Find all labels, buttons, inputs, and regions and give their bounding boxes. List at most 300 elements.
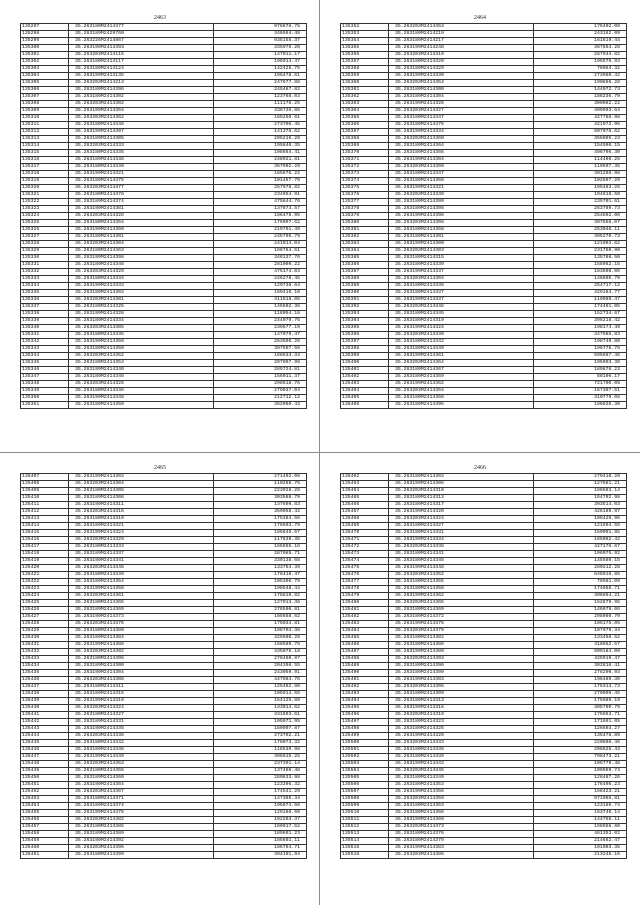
table-row (341, 537, 627, 544)
coordinate-cell: 35.263203M2414354 (389, 80, 534, 87)
coordinate-cell: 35.263203M2414329 (69, 269, 214, 276)
table-row (341, 87, 627, 94)
coordinate-cell: 35.263180M2414396 (69, 87, 214, 94)
amount-cell: 105779.48 (534, 761, 627, 768)
table-row (21, 52, 307, 59)
amount-cell: 243162.09 (534, 31, 627, 38)
coordinate-cell: 35.263189M2414384 (69, 635, 214, 642)
coordinate-cell: 35.263203M2414364 (389, 388, 534, 395)
table-row (341, 402, 627, 409)
amount-cell: 129738.64 (214, 283, 307, 290)
table-row (21, 474, 307, 481)
record-id-cell: 135397 (341, 339, 389, 346)
amount-cell: 246278.45 (214, 276, 307, 283)
coordinate-cell: 35.263199M2414376 (389, 621, 534, 628)
table-row (341, 733, 627, 740)
amount-cell: 152734.67 (534, 311, 627, 318)
coordinate-cell: 35.263180M2414313 (389, 495, 534, 502)
table-row (21, 768, 307, 775)
coordinate-cell: 35.263189M2414337 (69, 551, 214, 558)
amount-cell: 163746.14 (534, 810, 627, 817)
table-row (341, 698, 627, 705)
amount-cell: 270999.45 (534, 691, 627, 698)
coordinate-cell: 35.263180M2414368 (389, 227, 534, 234)
record-id-cell: 135437 (21, 684, 69, 691)
table-row (21, 255, 307, 262)
coordinate-cell: 35.263203M2414330 (389, 192, 534, 199)
table-row (341, 803, 627, 810)
coordinate-cell: 35.263203M2414361 (69, 593, 214, 600)
amount-cell: 287085.71 (214, 551, 307, 558)
amount-cell: 307856.07 (534, 220, 627, 227)
record-id-cell: 135361 (341, 87, 389, 94)
table-row (21, 803, 307, 810)
page-2464 (340, 14, 627, 409)
table-row (341, 220, 627, 227)
record-id-cell: 135455 (21, 810, 69, 817)
coordinate-cell: 35.263189M2414398 (389, 206, 534, 213)
coordinate-cell: 35.263203M2414302 (69, 101, 214, 108)
amount-cell: 245796.79 (214, 234, 307, 241)
amount-cell: 135478.89 (534, 733, 627, 740)
coordinate-cell: 35.263189M2414354 (69, 579, 214, 586)
table-row (21, 565, 307, 572)
table-row (341, 502, 627, 509)
amount-cell: 239677.19 (214, 325, 307, 332)
coordinate-cell: 35.263189M2414317 (389, 502, 534, 509)
coordinate-cell: 35.263203M2414360 (389, 164, 534, 171)
coordinate-cell: 35.263203M2414326 (69, 381, 214, 388)
record-id-cell: 135444 (21, 733, 69, 740)
coordinate-cell: 35.263203M2414360 (389, 136, 534, 143)
table-row (341, 481, 627, 488)
coordinate-cell: 35.263180M2414366 (389, 395, 534, 402)
record-id-cell: 135390 (341, 290, 389, 297)
amount-cell: 137873.57 (214, 206, 307, 213)
amount-cell: 496796.30 (534, 150, 627, 157)
record-id-cell: 135403 (341, 381, 389, 388)
table-row (21, 649, 307, 656)
table-row (341, 677, 627, 684)
coordinate-cell: 35.263189M2414303 (69, 290, 214, 297)
record-id-cell: 135472 (341, 544, 389, 551)
table-row (341, 150, 627, 157)
record-id-cell: 135343 (21, 346, 69, 353)
record-id-cell: 135367 (341, 129, 389, 136)
coordinate-cell: 35.263199M2414304 (389, 157, 534, 164)
coordinate-cell: 35.263203M2414333 (389, 740, 534, 747)
amount-cell: 335976.20 (214, 45, 307, 52)
record-id-cell: 135447 (21, 754, 69, 761)
record-id-cell: 135401 (341, 367, 389, 374)
amount-cell: 125462.80 (214, 684, 307, 691)
record-id-cell: 135382 (341, 234, 389, 241)
coordinate-cell: 35.263203M2414329 (69, 537, 214, 544)
record-id-cell: 135454 (21, 803, 69, 810)
coordinate-cell: 35.263180M2414364 (389, 143, 534, 150)
record-id-cell: 135387 (341, 269, 389, 276)
amount-cell: 196776.78 (534, 346, 627, 353)
coordinate-cell: 35.263203M2414304 (69, 241, 214, 248)
coordinate-cell: 35.263189M2414301 (69, 234, 214, 241)
record-id-cell: 135404 (341, 388, 389, 395)
coordinate-cell: 35.263199M2414389 (389, 649, 534, 656)
table-row (21, 248, 307, 255)
coordinate-cell: 35.263180M2414349 (389, 775, 534, 782)
amount-cell: 648916.85 (534, 572, 627, 579)
amount-cell: 243059.91 (214, 670, 307, 677)
record-id-cell: 135513 (341, 831, 389, 838)
coordinate-cell: 35.263203M2414359 (389, 796, 534, 803)
amount-cell: 271492.06 (214, 474, 307, 481)
record-id-cell: 135362 (341, 94, 389, 101)
amount-cell: 147305.34 (214, 796, 307, 803)
table-row (21, 66, 307, 73)
record-id-cell: 135378 (341, 206, 389, 213)
record-id-cell: 135428 (21, 621, 69, 628)
coordinate-cell: 35.263189M2414331 (69, 719, 214, 726)
amount-cell: 119697.35 (534, 164, 627, 171)
record-id-cell: 135503 (341, 761, 389, 768)
table-row (21, 796, 307, 803)
coordinate-cell: 35.263203M2414324 (389, 516, 534, 523)
table-row (21, 171, 307, 178)
amount-cell: 152879.95 (534, 600, 627, 607)
amount-cell: 164792.98 (534, 495, 627, 502)
record-id-cell: 135323 (21, 206, 69, 213)
coordinate-cell: 35.263203M2414353 (69, 761, 214, 768)
table-row (21, 740, 307, 747)
amount-cell: 198174.49 (534, 325, 627, 332)
amount-cell: 475844.76 (214, 199, 307, 206)
amount-cell: 188236.79 (534, 94, 627, 101)
amount-cell: 123396.32 (214, 782, 307, 789)
record-id-cell: 135475 (341, 565, 389, 572)
amount-cell: 189878.23 (534, 367, 627, 374)
coordinate-cell: 35.263189M2414346 (69, 747, 214, 754)
amount-cell: 133754.39 (214, 565, 307, 572)
amount-cell: 305270.73 (534, 234, 627, 241)
amount-cell: 244079.76 (214, 318, 307, 325)
table-row (341, 663, 627, 670)
coordinate-cell: 35.263199M2414320 (389, 509, 534, 516)
coordinate-cell: 35.263180M2414327 (389, 523, 534, 530)
coordinate-cell: 35.263189M2414369 (389, 374, 534, 381)
record-id-cell: 135357 (341, 59, 389, 66)
coordinate-cell: 35.263199M2414330 (389, 73, 534, 80)
coordinate-cell: 35.263180M2414367 (389, 367, 534, 374)
record-id-cell: 135352 (341, 24, 389, 31)
amount-cell: 321072.96 (534, 122, 627, 129)
coordinate-cell: 35.263180M2414346 (69, 388, 214, 395)
amount-cell: 165256.61 (214, 115, 307, 122)
amount-cell: 447084.76 (214, 677, 307, 684)
table-row (21, 579, 307, 586)
record-id-cell: 135383 (341, 241, 389, 248)
coordinate-cell: 35.263189M2414304 (389, 94, 534, 101)
amount-cell: 123768.03 (214, 94, 307, 101)
coordinate-cell: 35.263189M2414348 (69, 262, 214, 269)
coordinate-cell: 35.263199M2414306 (389, 481, 534, 488)
amount-cell: 127913.36 (214, 600, 307, 607)
amount-cell: 335076.18 (214, 649, 307, 656)
record-id-cell: 135484 (341, 628, 389, 635)
amount-cell: 174541.29 (214, 789, 307, 796)
amount-cell: 285724.81 (214, 367, 307, 374)
record-id-cell: 135434 (21, 663, 69, 670)
record-id-cell: 135405 (341, 395, 389, 402)
table-row (21, 488, 307, 495)
table-row (21, 318, 307, 325)
record-id-cell: 135359 (341, 73, 389, 80)
table-row (21, 586, 307, 593)
coordinate-cell: 35.263203M2414115 (69, 52, 214, 59)
record-id-cell: 135310 (21, 115, 69, 122)
coordinate-cell: 35.263199M2414381 (69, 206, 214, 213)
table-row (21, 73, 307, 80)
record-id-cell: 135312 (21, 129, 69, 136)
record-id-cell: 135365 (341, 115, 389, 122)
table-row (341, 579, 627, 586)
table-row (21, 852, 307, 859)
record-id-cell: 135456 (21, 817, 69, 824)
coordinate-cell: 35.263203M2414319 (389, 52, 534, 59)
record-id-cell: 135327 (21, 234, 69, 241)
table-row (21, 698, 307, 705)
coordinate-cell: 35.263189M2414348 (69, 157, 214, 164)
record-id-cell: 135321 (21, 192, 69, 199)
table-row (21, 360, 307, 367)
record-id-cell: 135300 (21, 45, 69, 52)
table-row (341, 38, 627, 45)
record-id-cell: 135477 (341, 579, 389, 586)
coordinate-cell: 35.263180M2414396 (389, 663, 534, 670)
coordinate-cell: 35.263203M2414304 (389, 276, 534, 283)
record-id-cell: 135319 (21, 178, 69, 185)
record-id-cell: 135370 (341, 150, 389, 157)
coordinate-cell: 35.263180M2414364 (69, 220, 214, 227)
table-row (341, 262, 627, 269)
amount-cell: 176693.79 (214, 523, 307, 530)
record-id-cell: 135488 (341, 656, 389, 663)
record-id-cell: 135449 (21, 768, 69, 775)
record-id-cell: 135347 (21, 374, 69, 381)
record-id-cell: 135494 (341, 698, 389, 705)
record-id-cell: 135471 (341, 537, 389, 544)
amount-cell: 195903.30 (534, 360, 627, 367)
table-row (21, 164, 307, 171)
amount-cell: 278290.93 (534, 670, 627, 677)
coordinate-cell: 35.263203M2414364 (389, 360, 534, 367)
record-id-cell: 135316 (21, 157, 69, 164)
amount-cell: 426169.97 (534, 509, 627, 516)
coordinate-cell: 35.263226M2414867 (69, 38, 214, 45)
amount-cell: 105426.96 (534, 516, 627, 523)
coordinate-cell: 35.263180M2414347 (389, 115, 534, 122)
table-row (341, 206, 627, 213)
data-table (20, 473, 307, 859)
amount-cell: 185645.67 (214, 530, 307, 537)
record-id-cell: 135348 (21, 381, 69, 388)
record-id-cell: 135462 (341, 474, 389, 481)
amount-cell: 144756.11 (534, 817, 627, 824)
amount-cell: 276590.81 (214, 607, 307, 614)
coordinate-cell: 35.263180M2414341 (389, 551, 534, 558)
coordinate-cell: 35.263180M2414382 (389, 635, 534, 642)
table-row (21, 269, 307, 276)
record-id-cell: 135498 (341, 726, 389, 733)
table-row (341, 395, 627, 402)
record-id-cell: 135424 (21, 593, 69, 600)
amount-cell: 176097.62 (214, 220, 307, 227)
record-id-cell: 135450 (21, 775, 69, 782)
table-row (21, 502, 307, 509)
coordinate-cell: 35.263189M2414315 (69, 691, 214, 698)
amount-cell: 331693.61 (214, 712, 307, 719)
record-id-cell: 135436 (21, 677, 69, 684)
coordinate-cell: 35.263199M2414335 (69, 726, 214, 733)
amount-cell: 198749.80 (534, 339, 627, 346)
record-id-cell: 135328 (21, 241, 69, 248)
amount-cell: 971965.81 (534, 796, 627, 803)
table-row (21, 733, 307, 740)
amount-cell: 254892.06 (534, 213, 627, 220)
record-id-cell: 135442 (21, 719, 69, 726)
table-row (341, 31, 627, 38)
record-id-cell: 135322 (21, 199, 69, 206)
amount-cell: 198548.44 (214, 586, 307, 593)
table-row (341, 136, 627, 143)
coordinate-cell: 35.263199M2414361 (389, 353, 534, 360)
amount-cell: 168589.78 (214, 642, 307, 649)
amount-cell: 276460.97 (214, 656, 307, 663)
amount-cell: 128487.26 (534, 775, 627, 782)
coordinate-cell: 35.263199M2414321 (389, 185, 534, 192)
coordinate-cell: 35.263203M2414328 (69, 213, 214, 220)
amount-cell: 204398.55 (214, 663, 307, 670)
table-row (21, 276, 307, 283)
amount-cell: 147079.47 (214, 332, 307, 339)
table-row (21, 178, 307, 185)
coordinate-cell: 35.263199M2414329 (389, 733, 534, 740)
amount-cell: 186826.30 (534, 402, 627, 409)
record-id-cell: 135400 (341, 360, 389, 367)
amount-cell: 76064.32 (534, 66, 627, 73)
record-id-cell: 135402 (341, 374, 389, 381)
coordinate-cell: 35.263180M2414385 (69, 824, 214, 831)
coordinate-cell: 35.263203M2414319 (389, 712, 534, 719)
table-row (341, 852, 627, 859)
record-id-cell: 135358 (341, 66, 389, 73)
amount-cell: 425919.47 (534, 656, 627, 663)
coordinate-cell: 35.263180M2414376 (69, 192, 214, 199)
table-row (21, 227, 307, 234)
record-id-cell: 135376 (341, 192, 389, 199)
table-row (341, 108, 627, 115)
record-id-cell: 135502 (341, 754, 389, 761)
amount-cell: 101457.70 (214, 178, 307, 185)
coordinate-cell: 35.263203M2414352 (69, 353, 214, 360)
table-row (21, 206, 307, 213)
record-id-cell: 135427 (21, 614, 69, 621)
amount-cell: 176418.47 (214, 572, 307, 579)
amount-cell: 287944.82 (534, 52, 627, 59)
coordinate-cell: 35.263189M2414337 (389, 290, 534, 297)
record-id-cell: 135336 (21, 297, 69, 304)
table-row (21, 59, 307, 66)
record-id-cell: 135423 (21, 586, 69, 593)
record-id-cell: 135340 (21, 325, 69, 332)
amount-cell: 175313.73 (534, 684, 627, 691)
amount-cell: 168634.34 (214, 353, 307, 360)
table-row (21, 810, 307, 817)
amount-cell: 406864.21 (534, 593, 627, 600)
record-id-cell: 135341 (21, 332, 69, 339)
table-row (341, 796, 627, 803)
record-id-cell: 135302 (21, 59, 69, 66)
coordinate-cell: 35.263199M2414337 (389, 297, 534, 304)
table-row (341, 234, 627, 241)
table-row (341, 122, 627, 129)
table-row (341, 607, 627, 614)
coordinate-cell: 35.263203M2414303 (389, 248, 534, 255)
coordinate-cell: 35.263180M2414371 (69, 796, 214, 803)
record-id-cell: 135304 (21, 73, 69, 80)
table-row (21, 495, 307, 502)
table-row (341, 719, 627, 726)
table-row (21, 346, 307, 353)
record-id-cell: 135308 (21, 101, 69, 108)
amount-cell: 298618.76 (214, 381, 307, 388)
table-row (341, 353, 627, 360)
record-id-cell: 135431 (21, 642, 69, 649)
table-row (21, 789, 307, 796)
amount-cell: 156011.37 (214, 374, 307, 381)
table-row (341, 810, 627, 817)
amount-cell: 427176.67 (534, 544, 627, 551)
record-id-cell: 135416 (21, 537, 69, 544)
coordinate-cell: 35.263199M2414383 (389, 845, 534, 852)
coordinate-cell: 35.263203M2414333 (69, 143, 214, 150)
record-id-cell: 135441 (21, 712, 69, 719)
amount-cell: 121093.62 (534, 241, 627, 248)
record-id-cell: 135460 (21, 845, 69, 852)
record-id-cell: 135407 (21, 474, 69, 481)
amount-cell: 165655.16 (214, 544, 307, 551)
record-id-cell: 135445 (21, 740, 69, 747)
record-id-cell: 135468 (341, 516, 389, 523)
record-id-cell: 135298 (21, 31, 69, 38)
coordinate-cell: 35.263180M2414342 (389, 339, 534, 346)
table-row (21, 122, 307, 129)
amount-cell: 196489.30 (534, 677, 627, 684)
coordinate-cell: 35.263189M2414379 (389, 838, 534, 845)
data-table (340, 473, 627, 859)
amount-cell: 248921.81 (214, 157, 307, 164)
record-id-cell: 135464 (341, 488, 389, 495)
coordinate-cell: 35.263203M2414396 (69, 845, 214, 852)
coordinate-cell: 35.263203M2414362 (69, 115, 214, 122)
coordinate-cell: 35.263180M2414311 (69, 684, 214, 691)
record-id-cell: 135375 (341, 185, 389, 192)
table-row (341, 593, 627, 600)
amount-cell: 144072.73 (534, 87, 627, 94)
coordinate-cell: 35.263189M2414305 (69, 136, 214, 143)
table-row (341, 789, 627, 796)
record-id-cell: 135349 (21, 388, 69, 395)
table-row (341, 691, 627, 698)
coordinate-cell: 35.263199M2414350 (69, 339, 214, 346)
